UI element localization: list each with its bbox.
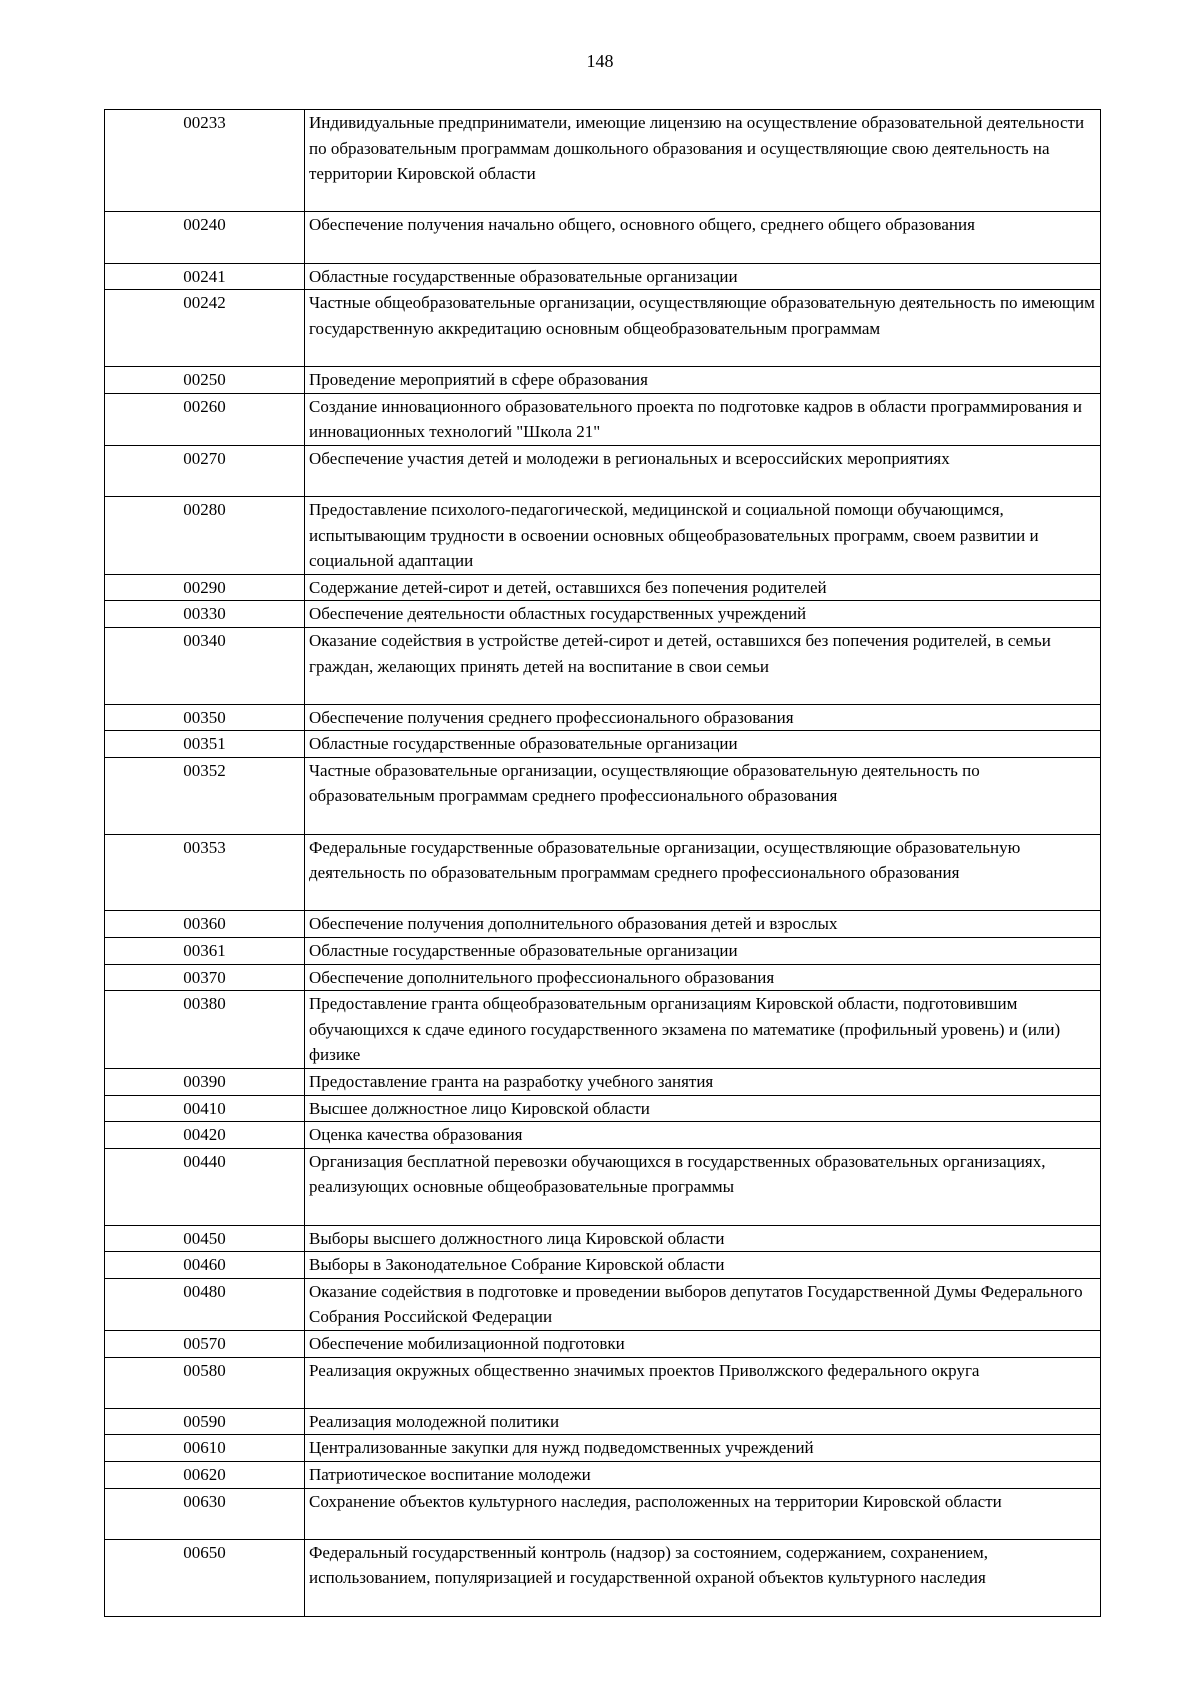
- row-description: Обеспечение деятельности областных государственных учреждений: [305, 601, 1101, 628]
- row-code: 00460: [105, 1252, 305, 1279]
- table-row: [105, 1331, 1101, 1358]
- table-row: [105, 991, 1101, 1069]
- table-row: [105, 1122, 1101, 1149]
- row-description: Оказание содействия в подготовке и проведении выборов депутатов Государственной Думы Федерального Собрания Российской Федерации: [305, 1278, 1101, 1330]
- row-code: 00580: [105, 1357, 305, 1408]
- row-description: Проведение мероприятий в сфере образования: [305, 366, 1101, 393]
- codes-table-body: [105, 110, 1101, 1617]
- table-row: [105, 496, 1101, 574]
- row-code: 00480: [105, 1278, 305, 1330]
- table-row: [105, 834, 1101, 911]
- table-row: [105, 911, 1101, 938]
- row-description: Обеспечение участия детей и молодежи в региональных и всероссийских мероприятиях: [305, 445, 1101, 496]
- row-code: 00280: [105, 496, 305, 574]
- row-code: 00380: [105, 991, 305, 1069]
- table-row: [105, 1357, 1101, 1408]
- row-description: Предоставление гранта на разработку учебного занятия: [305, 1069, 1101, 1096]
- row-code: 00450: [105, 1225, 305, 1252]
- row-code: 00620: [105, 1461, 305, 1488]
- row-code: 00440: [105, 1148, 305, 1225]
- table-row: [105, 938, 1101, 965]
- row-description: Централизованные закупки для нужд подведомственных учреждений: [305, 1435, 1101, 1462]
- row-code: 00410: [105, 1095, 305, 1122]
- row-description: Содержание детей-сирот и детей, оставшихся без попечения родителей: [305, 574, 1101, 601]
- table-row: [105, 1278, 1101, 1330]
- table-row: [105, 1539, 1101, 1616]
- row-code: 00570: [105, 1331, 305, 1358]
- table-row: [105, 1252, 1101, 1279]
- table-row: [105, 1488, 1101, 1539]
- row-code: 00610: [105, 1435, 305, 1462]
- table-row: [105, 110, 1101, 212]
- row-description: Высшее должностное лицо Кировской области: [305, 1095, 1101, 1122]
- row-code: 00240: [105, 212, 305, 263]
- row-code: 00650: [105, 1539, 305, 1616]
- table-row: [105, 1435, 1101, 1462]
- row-description: Областные государственные образовательные организации: [305, 731, 1101, 758]
- row-code: 00290: [105, 574, 305, 601]
- row-code: 00260: [105, 393, 305, 445]
- row-description: Федеральный государственный контроль (надзор) за состоянием, содержанием, сохранением, использованием, популяризацией и государственной охраной объектов культурного наследия: [305, 1539, 1101, 1616]
- row-description: Сохранение объектов культурного наследия, расположенных на территории Кировской области: [305, 1488, 1101, 1539]
- row-code: 00350: [105, 704, 305, 731]
- row-code: 00233: [105, 110, 305, 212]
- table-row: [105, 393, 1101, 445]
- codes-table: [104, 109, 1101, 1617]
- table-row: [105, 212, 1101, 263]
- table-row: [105, 574, 1101, 601]
- row-code: 00250: [105, 366, 305, 393]
- row-description: Реализация окружных общественно значимых проектов Приволжского федерального округа: [305, 1357, 1101, 1408]
- table-row: [105, 627, 1101, 704]
- row-description: Оценка качества образования: [305, 1122, 1101, 1149]
- row-code: 00351: [105, 731, 305, 758]
- row-code: 00370: [105, 964, 305, 991]
- row-description: Областные государственные образовательные организации: [305, 263, 1101, 290]
- row-description: Обеспечение дополнительного профессионального образования: [305, 964, 1101, 991]
- row-code: 00353: [105, 834, 305, 911]
- table-row: [105, 601, 1101, 628]
- row-description: Реализация молодежной политики: [305, 1408, 1101, 1435]
- table-row: [105, 704, 1101, 731]
- row-description: Выборы высшего должностного лица Кировской области: [305, 1225, 1101, 1252]
- row-description: Оказание содействия в устройстве детей-сирот и детей, оставшихся без попечения родителей, в семьи граждан, желающих принять детей на воспитание в свои семьи: [305, 627, 1101, 704]
- row-code: 00270: [105, 445, 305, 496]
- table-row: [105, 1408, 1101, 1435]
- table-row: [105, 1148, 1101, 1225]
- row-code: 00241: [105, 263, 305, 290]
- table-row: [105, 263, 1101, 290]
- row-description: Выборы в Законодательное Собрание Кировской области: [305, 1252, 1101, 1279]
- table-row: [105, 1225, 1101, 1252]
- table-row: [105, 731, 1101, 758]
- row-description: Федеральные государственные образовательные организации, осуществляющие образовательную деятельность по образовательным программам среднего профессионального образования: [305, 834, 1101, 911]
- row-description: Создание инновационного образовательного проекта по подготовке кадров в области программирования и инновационных технологий "Школа 21": [305, 393, 1101, 445]
- row-code: 00330: [105, 601, 305, 628]
- row-code: 00361: [105, 938, 305, 965]
- row-description: Индивидуальные предприниматели, имеющие лицензию на осуществление образовательной деятельности по образовательным программам дошкольного образования и осуществляющие свою деятельность на территории Кировской области: [305, 110, 1101, 212]
- table-row: [105, 366, 1101, 393]
- row-code: 00360: [105, 911, 305, 938]
- row-description: Обеспечение получения начально общего, основного общего, среднего общего образования: [305, 212, 1101, 263]
- row-description: Частные образовательные организации, осуществляющие образовательную деятельность по образовательным программам среднего профессионального образования: [305, 757, 1101, 834]
- row-code: 00590: [105, 1408, 305, 1435]
- row-description: Обеспечение получения среднего профессионального образования: [305, 704, 1101, 731]
- row-code: 00340: [105, 627, 305, 704]
- table-row: [105, 757, 1101, 834]
- table-row: [105, 1095, 1101, 1122]
- row-code: 00420: [105, 1122, 305, 1149]
- table-row: [105, 1461, 1101, 1488]
- row-description: Областные государственные образовательные организации: [305, 938, 1101, 965]
- row-description: Предоставление гранта общеобразовательным организациям Кировской области, подготовившим обучающихся к сдаче единого государственного экзамена по математике (профильный уровень) и (или) физике: [305, 991, 1101, 1069]
- row-description: Патриотическое воспитание молодежи: [305, 1461, 1101, 1488]
- row-description: Обеспечение получения дополнительного образования детей и взрослых: [305, 911, 1101, 938]
- row-description: Частные общеобразовательные организации, осуществляющие образовательную деятельность по имеющим государственную аккредитацию основным общеобразовательным программам: [305, 290, 1101, 367]
- table-row: [105, 290, 1101, 367]
- page-number: 148: [586, 51, 614, 71]
- row-description: Организация бесплатной перевозки обучающихся в государственных образовательных организациях, реализующих основные общеобразовательные программы: [305, 1148, 1101, 1225]
- row-code: 00390: [105, 1069, 305, 1096]
- row-code: 00630: [105, 1488, 305, 1539]
- table-row: [105, 1069, 1101, 1096]
- table-row: [105, 964, 1101, 991]
- table-row: [105, 445, 1101, 496]
- row-code: 00352: [105, 757, 305, 834]
- row-description: Предоставление психолого-педагогической, медицинской и социальной помощи обучающимся, испытывающим трудности в освоении основных общеобразовательных программ, своем развитии и социальной адаптации: [305, 496, 1101, 574]
- row-description: Обеспечение мобилизационной подготовки: [305, 1331, 1101, 1358]
- row-code: 00242: [105, 290, 305, 367]
